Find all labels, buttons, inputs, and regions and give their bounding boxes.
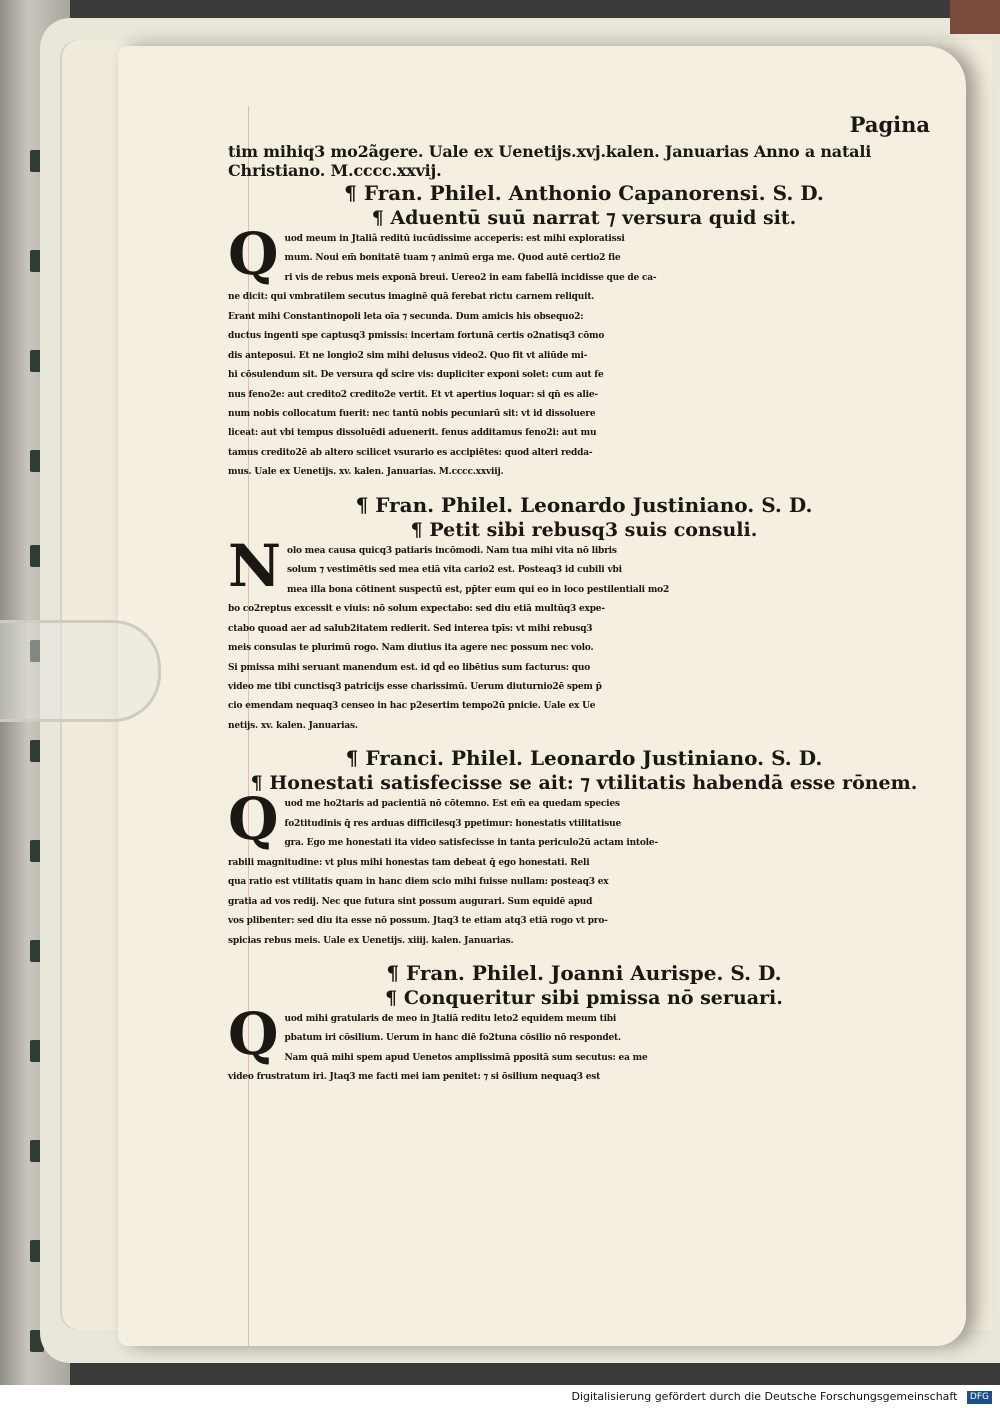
text-line: qua ratio est vtilitatis quam in hanc diem scio mihi fuisse nullam: posteaq3 ex xyxy=(228,877,609,888)
drop-initial: N xyxy=(228,531,282,600)
text-line: nus feno2e: aut credito2 credito2e vertit. Et vt apertius loquar: si qn̄ es alie- xyxy=(228,389,598,400)
footer xyxy=(0,1385,1000,1408)
drop-initial: Q xyxy=(228,999,279,1068)
letter-gap xyxy=(228,736,940,746)
dfg-logo: DFG xyxy=(967,1391,992,1404)
corner-tab xyxy=(950,0,1000,34)
letter-gap xyxy=(228,483,940,493)
letter-block xyxy=(228,181,940,483)
letter-block xyxy=(228,746,940,951)
letter-heading: ¶ Fran. Philel. Leonardo Justiniano. S. D. xyxy=(355,492,813,517)
letter-subheading: ¶ Conqueritur sibi pmissa nō seruari. xyxy=(385,986,783,1009)
text-line: cio emendam nequaq3 censeo in hac p2esertim tempo2ū pnicie. Uale ex Ue xyxy=(228,701,596,712)
letter-subheading: ¶ Honestati satisfecisse se ait: ⁊ vtilitatis habendā esse rōnem. xyxy=(250,772,918,795)
letter-gap xyxy=(228,951,940,961)
page-clip xyxy=(0,620,161,722)
text-line: liceat: aut vbi tempus dissoluēdi aduenerit. fenus additamus feno2i: aut mu xyxy=(228,428,597,439)
text-line: pbatum iri cōsilium. Uerum in hanc diē fo2tuna cōsilio nō respondet. xyxy=(284,1033,621,1044)
text-line: gra. Ego me honestati ita video satisfecisse in tanta periculo2ū actam intole- xyxy=(284,838,658,849)
text-line: tim mihiq3 mo2ãgere. Uale ex Uenetijs.xvj.kalen. Januarias Anno a natali xyxy=(228,142,872,161)
letter-block xyxy=(228,961,940,1088)
text-line: video me tibi cunctisq3 patricijs esse charissimū. Uerum diuturnio2ē spem p̄ xyxy=(228,681,602,692)
text-line: video frustratum iri. Jtaq3 me facti mei iam penitet: ⁊ si ōsilium nequaq3 est xyxy=(228,1072,601,1083)
letter-heading: ¶ Fran. Philel. Joanni Aurispe. S. D. xyxy=(386,960,782,985)
letter-heading: ¶ Fran. Philel. Anthonio Capanorensi. S. D. xyxy=(344,180,824,205)
text-line: dis anteposui. Et ne longio2 sim mihi delusus video2. Quo fit vt aliūde mi- xyxy=(228,350,588,361)
text-line: vos plibenter: sed diu ita esse nō possum. Jtaq3 te etiam atq3 etiā rogo vt pro- xyxy=(228,916,608,927)
drop-initial: Q xyxy=(228,785,279,854)
letter-body xyxy=(228,785,940,951)
text-line: Si pmissa mihi seruant manendum est. id qd̄ eo libētius sum facturus: quo xyxy=(228,662,591,673)
text-line: ductus ingenti spe captusq3 pmissis: incertam fortunā certis o2natisq3 cōmo xyxy=(228,331,605,342)
text-line: olo mea causa quicq3 patiaris incōmodi. Nam tua mihi vita nō libris xyxy=(287,545,617,556)
text-line: uod mihi gratularis de meo in Jtaliā reditu leto2 equidem meum tibi xyxy=(284,1013,617,1024)
letters xyxy=(228,181,940,1088)
page-text xyxy=(228,108,940,1088)
text-line: mum. Noui em̄ bonitatē tuam ⁊ animū erga me. Quod autē certio2 fie xyxy=(284,253,621,264)
footer-credit: Digitalisierung gefördert durch die Deutsche Forschungsgemeinschaft xyxy=(571,1390,958,1403)
text-line: rabili magnitudine: vt plus mihi honestas tam debeat q̄ ego honestati. Reli xyxy=(228,857,590,868)
text-line: ctabo quoad aer ad salub2itatem redierit. Sed interea tpīs: vt mihi rebusq3 xyxy=(228,623,593,634)
text-line: num nobis collocatum fuerit: nec tantū nobis pecuniarū sit: vt id dissoluere xyxy=(228,408,596,419)
text-line: mus. Uale ex Uenetijs. xv. kalen. Januarias. M.cccc.xxviij. xyxy=(228,467,504,478)
text-line: mea illa bona cōtinent suspectū est, pp̄ter eum qui eo in loco pestilentiali mo2 xyxy=(287,584,670,595)
text-line: Christiano. M.cccc.xxvij. xyxy=(228,161,442,181)
text-line: gratia ad vos redij. Nec que futura sint possum augurari. Sum equidē apud xyxy=(228,896,593,907)
letter-subheading: ¶ Aduentū suū narrat ⁊ versura quid sit. xyxy=(371,206,797,229)
text-line: uod meum in Jtaliã reditū iucūdissime acceperis: est mihi exploratissi xyxy=(284,233,625,244)
text-line: bo co2reptus excessit e viuis: nō solum expectabo: sed diu etiā multūq3 expe- xyxy=(228,604,605,615)
page-label: Pagina xyxy=(849,112,930,137)
letter-body xyxy=(228,219,940,483)
text-line: hi cōsulendum sit. De versura qd̄ scire vis: dupliciter exponi solet: cum aut fe xyxy=(228,370,604,381)
letter-body xyxy=(228,999,940,1088)
text-line: solum ⁊ vestimētis sed mea etiā vita cario2 est. Posteaq3 id cubili vbi xyxy=(287,565,622,576)
text-line: ri vis de rebus meis exponā breui. Uereo2 in eam fabellā incidisse que de ca- xyxy=(284,272,657,283)
letter-block xyxy=(228,493,940,737)
text-line: Erant mihi Constantinopoli leta oīa ⁊ secunda. Dum amicis his obsequo2: xyxy=(228,311,584,322)
text-line: uod me ho2taris ad pacientiā nō cōtemno. Est em̄ ea quedam species xyxy=(284,799,620,810)
letter-heading: ¶ Franci. Philel. Leonardo Justiniano. S. D. xyxy=(345,746,823,771)
text-line: fo2titudinis q̄ res arduas difficilesq3 ppetimur: honestatis vtilitatisue xyxy=(284,818,621,829)
drop-initial: Q xyxy=(228,219,279,288)
text-line: tamus credito2ē ab altero scilicet vsurario es accipiētes: quod alteri redda- xyxy=(228,447,593,458)
text-line: Nam quā mihi spem apud Uenetos amplissimā ppositā sum secutus: ea me xyxy=(284,1052,648,1063)
text-line: spicias rebus meis. Uale ex Uenetijs. xiiij. kalen. Januarias. xyxy=(228,935,514,946)
letter-subheading: ¶ Petit sibi rebusq3 suis consuli. xyxy=(410,518,758,541)
letter-body xyxy=(228,531,940,737)
text-line: ne dicit: qui vmbratilem secutus imaginē quā ferebat rictu carnem reliquit. xyxy=(228,292,595,303)
text-line: meis consulas te plurimū rogo. Nam diutius ita agere nec possum nec volo. xyxy=(228,643,594,654)
text-line: netijs. xv. kalen. Januarias. xyxy=(228,720,358,731)
